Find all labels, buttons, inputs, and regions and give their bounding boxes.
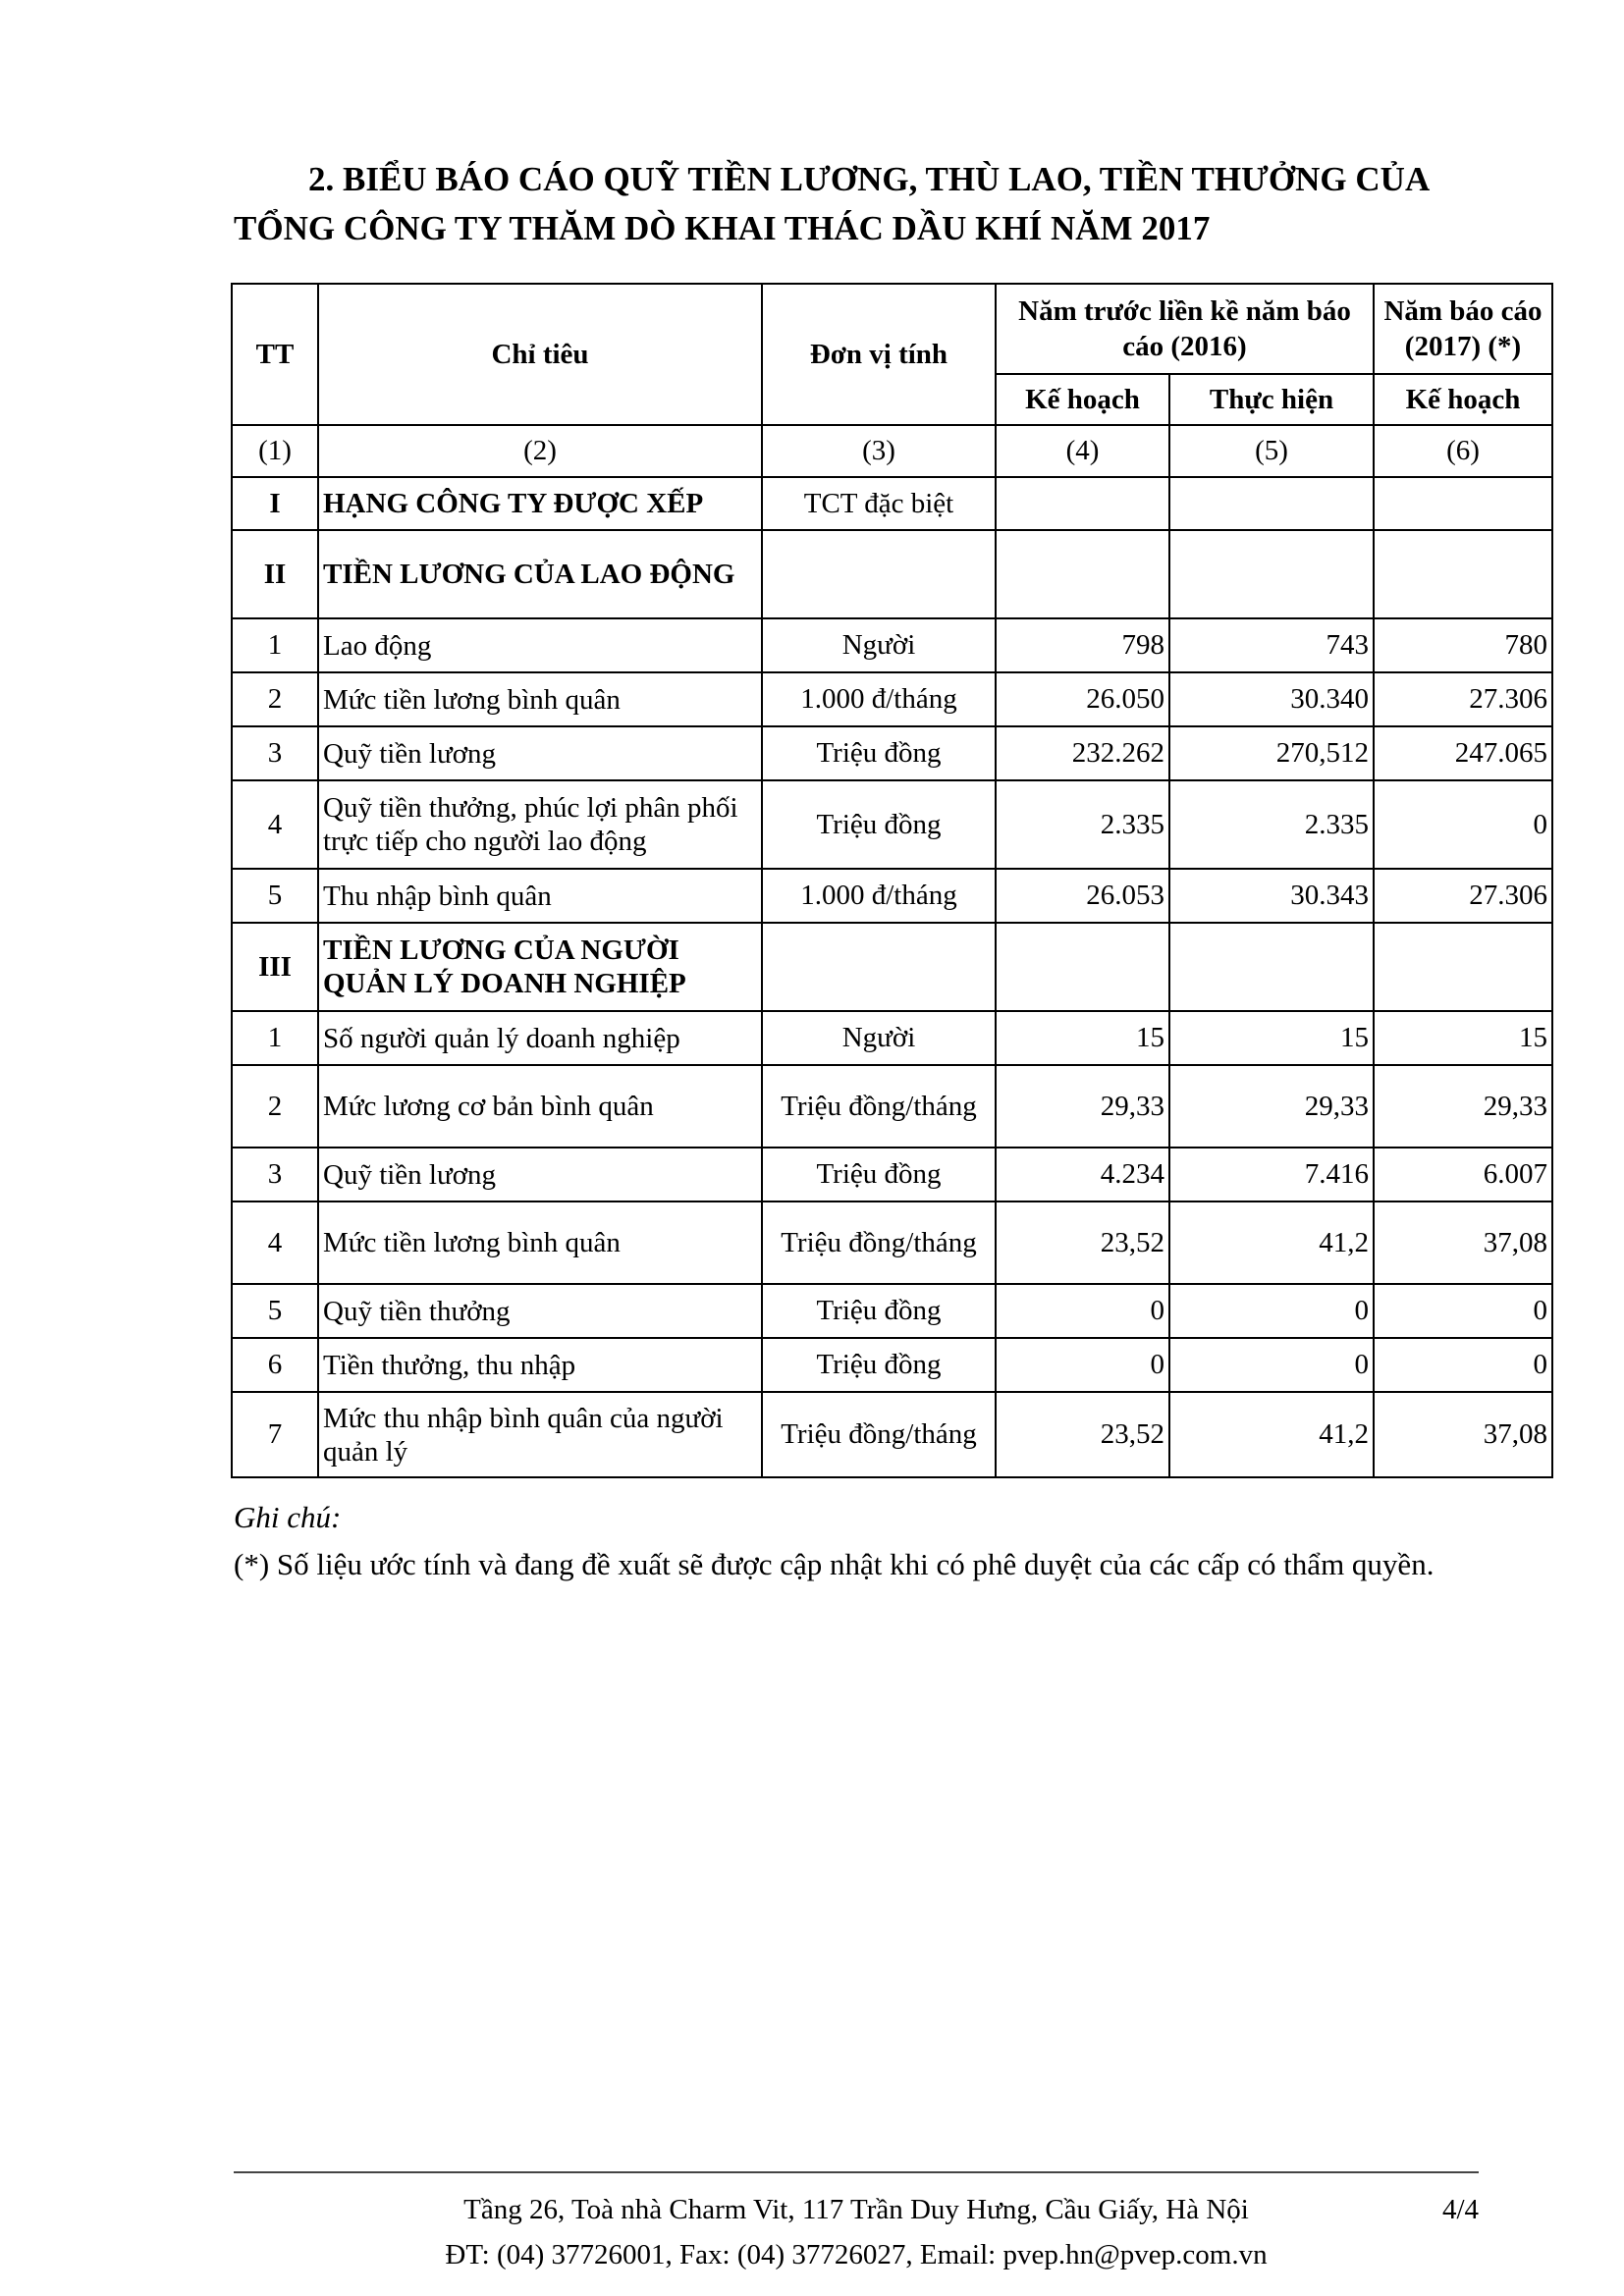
row-indicator-cell: Quỹ tiền lương [318, 726, 762, 780]
header-tt: TT [232, 284, 318, 425]
row-plan-prev-cell: 798 [996, 618, 1169, 672]
row-actual-prev-cell: 2.335 [1169, 780, 1374, 869]
row-actual-prev-cell: 270,512 [1169, 726, 1374, 780]
row-actual-prev-cell: 0 [1169, 1338, 1374, 1392]
row-plan-report-cell [1374, 530, 1552, 618]
row-plan-report-cell: 0 [1374, 1338, 1552, 1392]
row-unit-cell: 1.000 đ/tháng [762, 672, 996, 726]
col-no-5: (5) [1169, 425, 1374, 477]
footer-divider [234, 2171, 1479, 2173]
row-indicator-cell: Lao động [318, 618, 762, 672]
row-indicator-cell: Quỹ tiền lương [318, 1148, 762, 1201]
table-row [232, 672, 1552, 726]
row-unit-cell: Triệu đồng/tháng [762, 1201, 996, 1284]
row-indicator-cell: Thu nhập bình quân [318, 869, 762, 923]
table-row [232, 618, 1552, 672]
note-block [234, 1494, 1479, 1588]
row-indicator-cell: Quỹ tiền thưởng, phúc lợi phân phối trực tiếp cho người lao động [318, 780, 762, 869]
table-row [232, 726, 1552, 780]
row-actual-prev-cell: 15 [1169, 1011, 1374, 1065]
row-actual-prev-cell: 30.340 [1169, 672, 1374, 726]
row-actual-prev-cell: 7.416 [1169, 1148, 1374, 1201]
row-plan-prev-cell: 26.053 [996, 869, 1169, 923]
row-plan-report-cell: 6.007 [1374, 1148, 1552, 1201]
row-plan-report-cell: 0 [1374, 780, 1552, 869]
row-tt-cell: 6 [232, 1338, 318, 1392]
row-plan-report-cell [1374, 477, 1552, 530]
header-report-year: Năm báo cáo (2017) (*) [1374, 284, 1552, 374]
row-actual-prev-cell [1169, 923, 1374, 1011]
row-tt-cell: 3 [232, 1148, 318, 1201]
row-plan-prev-cell: 29,33 [996, 1065, 1169, 1148]
row-indicator-cell: Mức thu nhập bình quân của người quản lý [318, 1392, 762, 1477]
row-plan-report-cell: 29,33 [1374, 1065, 1552, 1148]
row-unit-cell: Triệu đồng/tháng [762, 1392, 996, 1477]
row-unit-cell: Người [762, 618, 996, 672]
row-plan-prev-cell: 232.262 [996, 726, 1169, 780]
row-tt-cell: 4 [232, 1201, 318, 1284]
row-plan-report-cell [1374, 923, 1552, 1011]
header-indicator: Chỉ tiêu [318, 284, 762, 425]
row-actual-prev-cell [1169, 477, 1374, 530]
header-unit: Đơn vị tính [762, 284, 996, 425]
header-plan-prev: Kế hoạch [996, 374, 1169, 425]
row-plan-report-cell: 27.306 [1374, 672, 1552, 726]
row-indicator-cell: Tiền thưởng, thu nhập [318, 1338, 762, 1392]
row-plan-report-cell: 37,08 [1374, 1392, 1552, 1477]
row-tt-cell: 1 [232, 618, 318, 672]
row-plan-prev-cell: 2.335 [996, 780, 1169, 869]
row-unit-cell: Triệu đồng [762, 1338, 996, 1392]
table-row [232, 1392, 1552, 1477]
row-indicator-cell: TIỀN LƯƠNG CỦA LAO ĐỘNG [318, 530, 762, 618]
col-no-1: (1) [232, 425, 318, 477]
col-no-4: (4) [996, 425, 1169, 477]
col-no-2: (2) [318, 425, 762, 477]
row-plan-prev-cell [996, 530, 1169, 618]
title-line-1: 2. BIỂU BÁO CÁO QUỸ TIỀN LƯƠNG, THÙ LAO, TIỀN THƯỞNG CỦA [308, 160, 1431, 198]
row-plan-report-cell: 247.065 [1374, 726, 1552, 780]
row-actual-prev-cell [1169, 530, 1374, 618]
section-row [232, 923, 1552, 1011]
note-label: Ghi chú: [234, 1500, 342, 1534]
row-unit-cell: Triệu đồng/tháng [762, 1065, 996, 1148]
row-tt-cell: 4 [232, 780, 318, 869]
salary-report-table [231, 283, 1553, 1478]
table-row [232, 1065, 1552, 1148]
row-tt-cell: 1 [232, 1011, 318, 1065]
row-tt-cell: 3 [232, 726, 318, 780]
row-tt-cell: II [232, 530, 318, 618]
row-tt-cell: 5 [232, 1284, 318, 1338]
row-plan-prev-cell: 0 [996, 1284, 1169, 1338]
column-number-row [232, 425, 1552, 477]
row-plan-prev-cell [996, 923, 1169, 1011]
table-row [232, 1011, 1552, 1065]
row-indicator-cell: TIỀN LƯƠNG CỦA NGƯỜI QUẢN LÝ DOANH NGHIỆP [318, 923, 762, 1011]
header-actual-prev: Thực hiện [1169, 374, 1374, 425]
note-text: (*) Số liệu ước tính và đang đề xuất sẽ được cập nhật khi có phê duyệt của các cấp có thẩm quyền. [234, 1547, 1435, 1581]
row-unit-cell: Triệu đồng [762, 726, 996, 780]
row-indicator-cell: Số người quản lý doanh nghiệp [318, 1011, 762, 1065]
table-row [232, 869, 1552, 923]
section-row [232, 530, 1552, 618]
row-tt-cell: 2 [232, 672, 318, 726]
col-no-6: (6) [1374, 425, 1552, 477]
page-footer [234, 2187, 1479, 2277]
row-plan-report-cell: 0 [1374, 1284, 1552, 1338]
row-plan-report-cell: 27.306 [1374, 869, 1552, 923]
row-unit-cell [762, 923, 996, 1011]
row-indicator-cell: Mức tiền lương bình quân [318, 1201, 762, 1284]
row-plan-prev-cell: 23,52 [996, 1392, 1169, 1477]
row-unit-cell: TCT đặc biệt [762, 477, 996, 530]
row-indicator-cell: HẠNG CÔNG TY ĐƯỢC XẾP [318, 477, 762, 530]
row-indicator-cell: Mức lương cơ bản bình quân [318, 1065, 762, 1148]
row-indicator-cell: Quỹ tiền thưởng [318, 1284, 762, 1338]
table-row [232, 1148, 1552, 1201]
row-actual-prev-cell: 0 [1169, 1284, 1374, 1338]
row-plan-prev-cell: 0 [996, 1338, 1169, 1392]
header-plan-report: Kế hoạch [1374, 374, 1552, 425]
row-tt-cell: 5 [232, 869, 318, 923]
col-no-3: (3) [762, 425, 996, 477]
row-tt-cell: I [232, 477, 318, 530]
title-line-2: TỔNG CÔNG TY THĂM DÒ KHAI THÁC DẦU KHÍ NĂM 2017 [234, 209, 1211, 247]
row-plan-prev-cell: 23,52 [996, 1201, 1169, 1284]
row-plan-prev-cell: 26.050 [996, 672, 1169, 726]
row-plan-report-cell: 37,08 [1374, 1201, 1552, 1284]
row-plan-prev-cell [996, 477, 1169, 530]
row-indicator-cell: Mức tiền lương bình quân [318, 672, 762, 726]
row-plan-prev-cell: 15 [996, 1011, 1169, 1065]
footer-contact: ĐT: (04) 37726001, Fax: (04) 37726027, Email: pvep.hn@pvep.com.vn [445, 2239, 1268, 2270]
row-actual-prev-cell: 41,2 [1169, 1201, 1374, 1284]
header-prev-year: Năm trước liền kề năm báo cáo (2016) [996, 284, 1374, 374]
table-row [232, 1284, 1552, 1338]
row-unit-cell: Người [762, 1011, 996, 1065]
footer-address: Tầng 26, Toà nhà Charm Vit, 117 Trần Duy Hưng, Cầu Giấy, Hà Nội [463, 2194, 1249, 2225]
row-actual-prev-cell: 41,2 [1169, 1392, 1374, 1477]
row-unit-cell: Triệu đồng [762, 1284, 996, 1338]
document-title [234, 155, 1500, 253]
row-tt-cell: 7 [232, 1392, 318, 1477]
row-tt-cell: 2 [232, 1065, 318, 1148]
row-unit-cell: 1.000 đ/tháng [762, 869, 996, 923]
table-row [232, 780, 1552, 869]
row-unit-cell: Triệu đồng [762, 780, 996, 869]
row-plan-report-cell: 780 [1374, 618, 1552, 672]
table-row [232, 1201, 1552, 1284]
row-actual-prev-cell: 743 [1169, 618, 1374, 672]
section-row [232, 477, 1552, 530]
row-unit-cell: Triệu đồng [762, 1148, 996, 1201]
row-actual-prev-cell: 29,33 [1169, 1065, 1374, 1148]
page-number: 4/4 [1441, 2194, 1479, 2225]
row-tt-cell: III [232, 923, 318, 1011]
row-plan-prev-cell: 4.234 [996, 1148, 1169, 1201]
row-plan-report-cell: 15 [1374, 1011, 1552, 1065]
row-actual-prev-cell: 30.343 [1169, 869, 1374, 923]
row-unit-cell [762, 530, 996, 618]
table-row [232, 1338, 1552, 1392]
